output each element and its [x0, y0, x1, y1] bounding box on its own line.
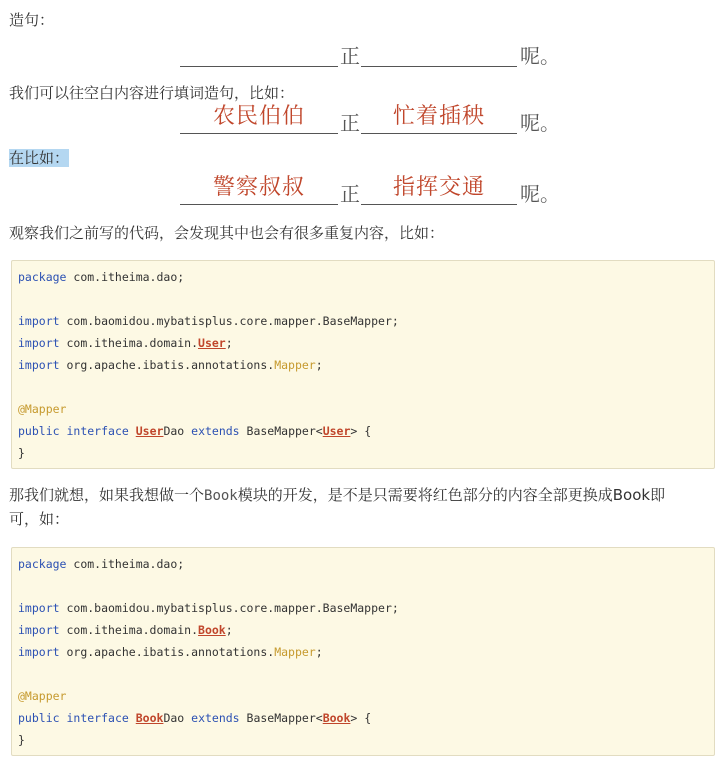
replaceable-word: Book — [198, 623, 226, 637]
replaceable-word: User — [322, 424, 351, 438]
code-line: @Mapper — [18, 689, 67, 703]
fill-middle: 正 — [340, 111, 360, 135]
code-line: import org.apache.ibatis.annotations.Mapper; — [18, 645, 323, 659]
mid-text-line1: 那我们就想，如果我想做一个Book模块的开发，是不是只需要将红色部分的内容全部更换成Book即 — [9, 486, 666, 504]
fill-blank: 指挥交通 — [361, 174, 517, 205]
code-line: package com.itheima.dao; — [18, 557, 185, 571]
replaceable-word: Book — [322, 711, 351, 725]
fill-blank: 忙着插秧 — [361, 103, 517, 134]
highlighted-text: 在比如： — [9, 149, 70, 167]
again-label — [9, 148, 69, 168]
code-line: public interface BookDao extends BaseMapper<Book> { — [18, 711, 372, 725]
code-line: } — [18, 733, 25, 747]
code-line: @Mapper — [18, 402, 67, 416]
fill-end: 呢。 — [520, 182, 560, 206]
fill-blank: 农民伯伯 — [180, 103, 338, 134]
replaceable-word: Book — [135, 711, 164, 725]
fill-row-example-1 — [0, 103, 728, 137]
mid-text-line2: 可，如： — [9, 510, 70, 528]
code-block-book — [11, 547, 715, 756]
replaceable-word: User — [198, 336, 226, 350]
code-line: import org.apache.ibatis.annotations.Mapper; — [18, 358, 323, 372]
fill-blank: 警察叔叔 — [180, 174, 338, 205]
code-line: } — [18, 446, 25, 460]
code-block-user — [11, 260, 715, 469]
fill-prompt: 我们可以往空白内容进行填词造句，比如： — [9, 84, 295, 102]
code-line: public interface UserDao extends BaseMapper<User> { — [18, 424, 372, 438]
code-line: import com.itheima.domain.Book; — [18, 623, 233, 637]
fill-blank — [180, 36, 338, 67]
code-line: import com.baomidou.mybatisplus.core.mapper.BaseMapper; — [18, 601, 399, 615]
fill-middle: 正 — [340, 182, 360, 206]
replaceable-word: User — [135, 424, 164, 438]
observe-text: 观察我们之前写的代码，会发现其中也会有很多重复内容，比如： — [9, 224, 445, 242]
fill-row-empty — [0, 36, 728, 70]
fill-end: 呢。 — [520, 44, 560, 68]
code-line: import com.itheima.domain.User; — [18, 336, 233, 350]
sentence-label: 造句： — [9, 11, 55, 29]
fill-row-example-2 — [0, 174, 728, 208]
fill-middle: 正 — [340, 44, 360, 68]
code-line: package com.itheima.dao; — [18, 270, 185, 284]
fill-blank — [361, 36, 517, 67]
fill-end: 呢。 — [520, 111, 560, 135]
code-line: import com.baomidou.mybatisplus.core.mapper.BaseMapper; — [18, 314, 399, 328]
